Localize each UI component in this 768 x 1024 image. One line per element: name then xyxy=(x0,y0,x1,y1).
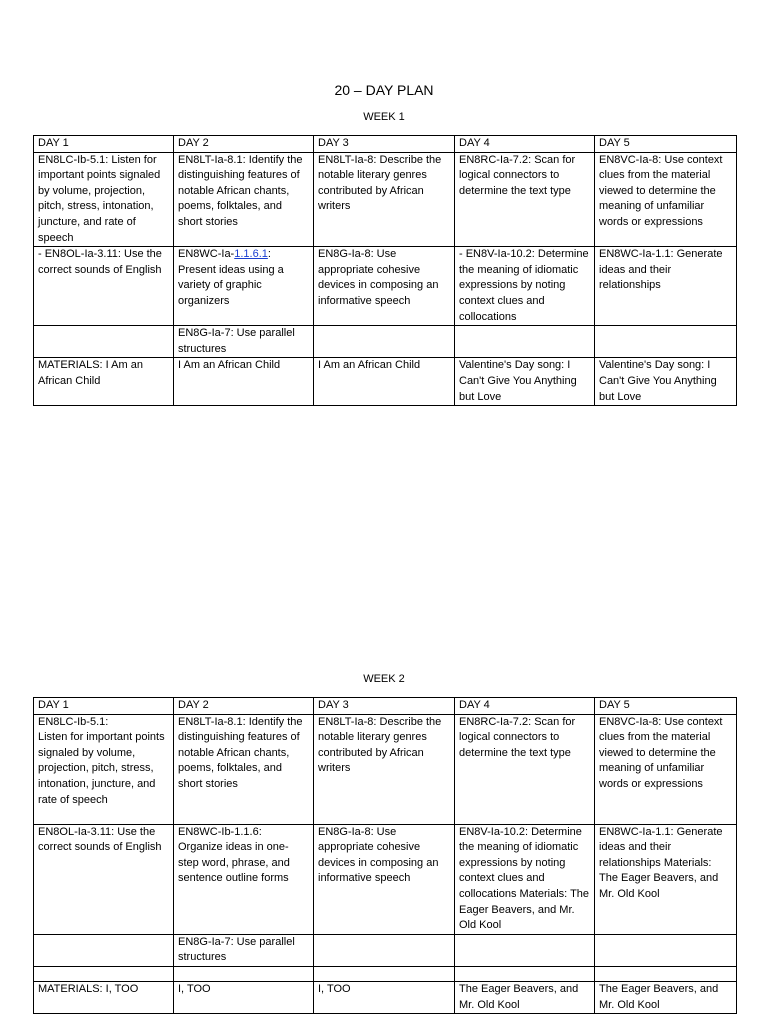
plan-cell xyxy=(34,326,174,358)
plan-cell: MATERIALS: I Am an African Child xyxy=(34,358,174,406)
plan-cell: Valentine's Day song: I Can't Give You Anything but Love xyxy=(455,358,595,406)
table-row xyxy=(34,326,737,358)
header-row xyxy=(34,698,737,715)
table-row xyxy=(34,824,737,934)
plan-cell: EN8G-Ia-7: Use parallel structures xyxy=(174,934,314,966)
plan-cell: EN8LC-Ib-5.1: Listen for important points signaled by volume, projection, pitch, stress, intonation, juncture, and rate of speech xyxy=(34,714,174,824)
plan-cell: EN8OL-Ia-3.11: Use the correct sounds of English xyxy=(34,824,174,934)
plan-cell: EN8WC-Ia-1.1: Generate ideas and their relationships xyxy=(595,247,737,326)
table-row xyxy=(34,934,737,966)
plan-cell: EN8LT-Ia-8: Describe the notable literary genres contributed by African writers xyxy=(314,714,455,824)
plan-cell xyxy=(34,934,174,966)
plan-cell xyxy=(595,966,737,981)
materials-row xyxy=(34,981,737,1013)
plan-cell: EN8RC-Ia-7.2: Scan for logical connectors to determine the text type xyxy=(455,714,595,824)
day-header: DAY 5 xyxy=(595,698,737,715)
plan-cell: EN8WC-Ia-1.1: Generate ideas and their relationships Materials: The Eager Beavers, and Mr. Old Kool xyxy=(595,824,737,934)
plan-cell xyxy=(595,326,737,358)
day-header: DAY 1 xyxy=(34,136,174,153)
plan-cell xyxy=(314,934,455,966)
plan-cell: EN8WC-Ib-1.1.6: Organize ideas in one-step word, phrase, and sentence outline forms xyxy=(174,824,314,934)
week-1-heading: WEEK 1 xyxy=(363,111,405,123)
table-row xyxy=(34,966,737,981)
day-header: DAY 4 xyxy=(455,136,595,153)
plan-cell xyxy=(314,326,455,358)
plan-cell: EN8G-Ia-7: Use parallel structures xyxy=(174,326,314,358)
plan-cell: Valentine's Day song: I Can't Give You Anything but Love xyxy=(595,358,737,406)
plan-cell: EN8VC-Ia-8: Use context clues from the material viewed to determine the meaning of unfamiliar words or expressions xyxy=(595,714,737,824)
plan-cell xyxy=(34,966,174,981)
day-header: DAY 2 xyxy=(174,136,314,153)
plan-cell: I, TOO xyxy=(314,981,455,1013)
day-header: DAY 3 xyxy=(314,136,455,153)
table-row xyxy=(34,152,737,247)
competency-text: : Present ideas using a variety of graphic organizers xyxy=(178,248,284,307)
table-row xyxy=(34,247,737,326)
plan-cell: EN8LT-Ia-8: Describe the notable literary genres contributed by African writers xyxy=(314,152,455,247)
plan-cell: - EN8V-Ia-10.2: Determine the meaning of idiomatic expressions by noting context clues and collocations xyxy=(455,247,595,326)
plan-cell xyxy=(455,326,595,358)
plan-cell: - EN8OL-Ia-3.11: Use the correct sounds of English xyxy=(34,247,174,326)
day-header: DAY 1 xyxy=(34,698,174,715)
plan-cell: EN8RC-Ia-7.2: Scan for logical connectors to determine the text type xyxy=(455,152,595,247)
plan-cell xyxy=(174,247,314,326)
plan-cell: EN8LT-Ia-8.1: Identify the distinguishing features of notable African chants, poems, folktales, and short stories xyxy=(174,152,314,247)
competency-link[interactable]: 1.1.6.1 xyxy=(234,248,268,261)
day-header: DAY 4 xyxy=(455,698,595,715)
plan-cell: I Am an African Child xyxy=(314,358,455,406)
plan-cell: EN8VC-Ia-8: Use context clues from the material viewed to determine the meaning of unfamiliar words or expressions xyxy=(595,152,737,247)
plan-cell: I, TOO xyxy=(174,981,314,1013)
plan-cell: EN8LC-Ib-5.1: Listen for important points signaled by volume, projection, pitch, stress, intonation, juncture, and rate of speech xyxy=(34,152,174,247)
week-2-table xyxy=(33,697,737,1014)
materials-row xyxy=(34,358,737,406)
week-2-heading: WEEK 2 xyxy=(363,673,405,685)
header-row xyxy=(34,136,737,153)
plan-cell: The Eager Beavers, and Mr. Old Kool xyxy=(595,981,737,1013)
plan-cell: EN8LT-Ia-8.1: Identify the distinguishing features of notable African chants, poems, folktales, and short stories xyxy=(174,714,314,824)
plan-cell: EN8G-Ia-8: Use appropriate cohesive devices in composing an informative speech xyxy=(314,824,455,934)
plan-cell: I Am an African Child xyxy=(174,358,314,406)
table-row xyxy=(34,714,737,824)
plan-cell xyxy=(455,966,595,981)
page-title: 20 – DAY PLAN xyxy=(334,82,434,98)
plan-cell: EN8G-Ia-8: Use appropriate cohesive devices in composing an informative speech xyxy=(314,247,455,326)
plan-cell xyxy=(455,934,595,966)
day-header: DAY 3 xyxy=(314,698,455,715)
plan-cell: EN8V-Ia-10.2: Determine the meaning of idiomatic expressions by noting context clues and collocations Materials: The Eager Beavers, and Mr. Old Kool xyxy=(455,824,595,934)
plan-cell xyxy=(595,934,737,966)
plan-cell: The Eager Beavers, and Mr. Old Kool xyxy=(455,981,595,1013)
day-header: DAY 2 xyxy=(174,698,314,715)
plan-cell xyxy=(314,966,455,981)
plan-cell: MATERIALS: I, TOO xyxy=(34,981,174,1013)
plan-cell xyxy=(174,966,314,981)
day-header: DAY 5 xyxy=(595,136,737,153)
competency-code: EN8WC-Ia- xyxy=(178,248,235,261)
week-1-table xyxy=(33,135,737,406)
